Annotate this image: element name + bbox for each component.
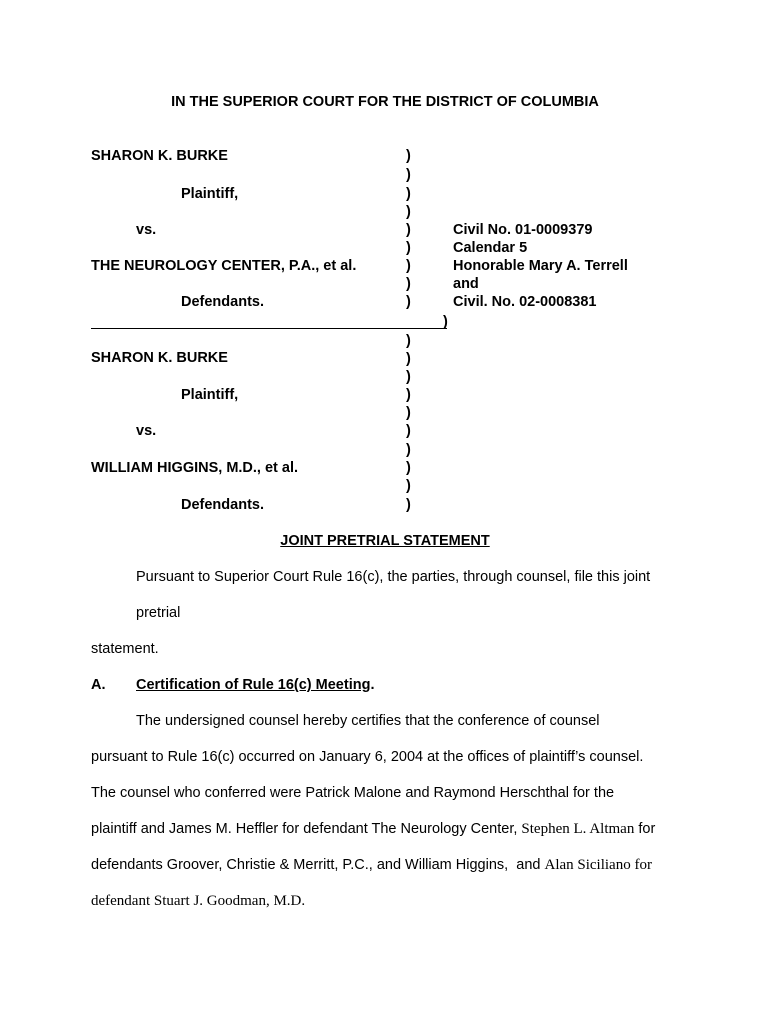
case1-vs: vs. [136,222,157,238]
body-line-5 [91,856,652,874]
caption-paren: ) [406,442,411,458]
caption-paren: ) [406,276,411,292]
section-heading-text: Certification of Rule 16(c) Meeting [136,677,371,693]
section-heading [136,676,374,694]
body-line-2: pursuant to Rule 16(c) occurred on January 6, 2004 at the offices of plaintiff’s counsel. [91,749,644,765]
case1-defendant-role: Defendants. [181,294,264,310]
judge: Honorable Mary A. Terrell [453,258,628,274]
section-heading-period: . [370,677,375,693]
case2-plaintiff-role: Plaintiff, [181,387,239,403]
caption-paren: ) [406,478,411,494]
case1-plaintiff-name: SHARON K. BURKE [91,148,228,164]
caption-paren: ) [406,167,411,183]
case1-defendant-name: THE NEUROLOGY CENTER, P.A., et al. [91,258,357,274]
body-line-5-c: Alan Siciliano for [544,857,652,873]
caption-paren: ) [406,497,411,513]
caption-paren: ) [406,423,411,439]
case2-defendant-role: Defendants. [181,497,264,513]
caption-paren: ) [406,258,411,274]
body-line-5-b: and [516,857,541,873]
caption-paren: ) [406,240,411,256]
caption-paren: ) [406,148,411,164]
calendar: Calendar 5 [453,240,528,256]
caption-paren: ) [443,314,448,330]
caption-paren: ) [406,387,411,403]
document-title: JOINT PRETRIAL STATEMENT [280,533,490,549]
caption-paren: ) [406,405,411,421]
body-line-4-b: Stephen L. Altman [521,821,635,837]
court-title: IN THE SUPERIOR COURT FOR THE DISTRICT OF COLUMBIA [171,94,599,110]
intro-line-1: Pursuant to Superior Court Rule 16(c), the parties, through counsel, file this joint [136,569,651,585]
caption-paren: ) [406,204,411,220]
caption-paren: ) [406,333,411,349]
body-line-4 [91,820,655,838]
case2-defendant-name: WILLIAM HIGGINS, M.D., et al. [91,460,299,476]
intro-line-3: statement. [91,641,159,657]
caption-paren: ) [406,351,411,367]
case2-vs: vs. [136,423,157,439]
case-number-2: Civil. No. 02-0008381 [453,294,597,310]
body-line-5-a: defendants Groover, Christie & Merritt, P.C., and William Higgins, [91,857,509,873]
body-line-1: The undersigned counsel hereby certifies that the conference of counsel [136,713,600,729]
caption-paren: ) [406,460,411,476]
caption-paren: ) [406,294,411,310]
caption-rule [91,328,447,329]
caption-paren: ) [406,186,411,202]
case1-plaintiff-role: Plaintiff, [181,186,239,202]
body-line-4-a: plaintiff and James M. Heffler for defendant The Neurology Center, [91,821,518,837]
case-number-1: Civil No. 01-0009379 [453,222,593,238]
conjunction: and [453,276,479,292]
case2-plaintiff-name: SHARON K. BURKE [91,350,228,366]
caption-paren: ) [406,222,411,238]
body-line-6: defendant Stuart J. Goodman, M.D. [91,893,306,909]
section-letter: A. [91,677,106,693]
body-line-4-c: for [638,821,656,837]
body-line-3: The counsel who conferred were Patrick Malone and Raymond Herschthal for the [91,785,615,801]
caption-paren: ) [406,369,411,385]
intro-line-2: pretrial [136,605,181,621]
